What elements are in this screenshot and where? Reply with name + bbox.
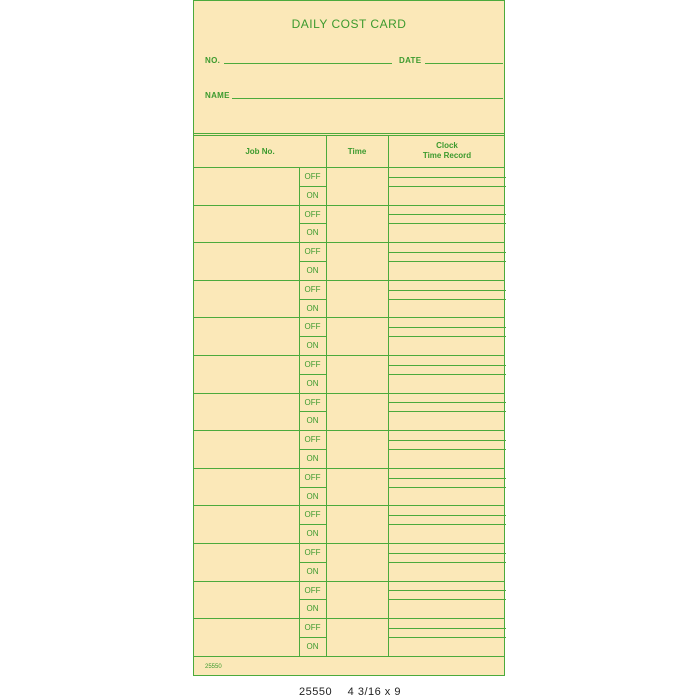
job-no-cell[interactable] [194, 205, 299, 243]
clock-mid-divider [388, 299, 506, 300]
job-no-cell[interactable] [194, 468, 299, 506]
time-cell[interactable] [326, 317, 388, 355]
clock-mid-divider [388, 487, 506, 488]
name-field-line[interactable] [232, 98, 503, 99]
clock-sub-line [388, 628, 506, 629]
job-no-cell[interactable] [194, 355, 299, 393]
caption-size: 4 3/16 x 9 [347, 686, 401, 698]
on-label: ON [306, 228, 319, 238]
clock-header-line1: Clock [436, 141, 458, 150]
product-caption [0, 686, 700, 698]
time-cell[interactable] [326, 468, 388, 506]
job-no-cell[interactable] [194, 242, 299, 280]
clock-header-line2: Time Record [422, 151, 472, 160]
clock-mid-divider [388, 186, 506, 187]
on-label: ON [306, 566, 319, 576]
time-cell[interactable] [326, 618, 388, 656]
form-number: 25550 [205, 664, 222, 670]
job-no-cell[interactable] [194, 430, 299, 468]
clock-sub-line [388, 290, 506, 291]
off-label: OFF [304, 397, 321, 407]
job-no-cell[interactable] [194, 167, 299, 205]
off-label: OFF [304, 360, 321, 369]
clock-sub-line [388, 177, 506, 178]
name-label: NAME [205, 91, 230, 100]
on-label: ON [306, 378, 319, 388]
clock-mid-divider [388, 449, 506, 450]
clock-mid-divider [388, 411, 506, 412]
card-title: DAILY COST CARD [291, 17, 407, 31]
clock-sub-line [388, 478, 506, 479]
clock-time-record-header [388, 141, 506, 161]
off-label: OFF [304, 322, 321, 332]
time-cell[interactable] [326, 205, 388, 243]
date-field-line[interactable] [425, 63, 503, 64]
clock-mid-divider [388, 374, 506, 375]
daily-cost-card [193, 0, 505, 676]
on-label: ON [306, 529, 319, 539]
clock-mid-divider [388, 524, 506, 525]
clock-sub-line [388, 252, 506, 253]
time-header: Time [347, 147, 367, 156]
job-no-cell[interactable] [194, 280, 299, 318]
on-label: ON [306, 341, 319, 351]
clock-mid-divider [388, 336, 506, 337]
on-label: ON [306, 416, 319, 426]
time-cell[interactable] [326, 355, 388, 393]
clock-sub-line [388, 214, 506, 215]
clock-sub-line [388, 553, 506, 554]
clock-sub-line [388, 515, 506, 516]
clock-sub-line [388, 590, 506, 591]
clock-mid-divider [388, 223, 506, 224]
time-cell[interactable] [326, 430, 388, 468]
job-no-cell[interactable] [194, 618, 299, 656]
off-label: OFF [304, 585, 321, 595]
clock-mid-divider [388, 261, 506, 262]
job-no-cell[interactable] [194, 505, 299, 543]
job-no-cell[interactable] [194, 581, 299, 619]
on-label: ON [306, 266, 319, 275]
off-label: OFF [304, 435, 321, 445]
off-label: OFF [304, 623, 321, 633]
clock-column-divider [388, 135, 389, 656]
on-label: ON [306, 303, 319, 313]
off-label: OFF [304, 209, 321, 219]
job-no-header: Job No. [245, 147, 275, 156]
caption-number: 25550 [299, 686, 333, 698]
grid-bottom-line [194, 656, 504, 657]
off-label: OFF [304, 548, 321, 557]
on-label: ON [306, 604, 319, 614]
job-no-cell[interactable] [194, 317, 299, 355]
off-label: OFF [304, 172, 321, 181]
time-cell[interactable] [326, 242, 388, 280]
off-label: OFF [304, 247, 321, 257]
clock-sub-line [388, 440, 506, 441]
clock-mid-divider [388, 562, 506, 563]
off-label: OFF [304, 284, 321, 294]
clock-sub-line [388, 365, 506, 366]
time-cell[interactable] [326, 280, 388, 318]
time-cell[interactable] [326, 393, 388, 431]
clock-sub-line [388, 402, 506, 403]
time-cell[interactable] [326, 581, 388, 619]
job-no-cell[interactable] [194, 393, 299, 431]
header-top-line-1 [194, 133, 504, 134]
on-label: ON [306, 642, 319, 651]
time-cell[interactable] [326, 167, 388, 205]
on-label: ON [306, 454, 319, 463]
clock-mid-divider [388, 599, 506, 600]
on-label: ON [306, 491, 319, 501]
off-label: OFF [304, 510, 321, 520]
off-label: OFF [304, 472, 321, 482]
clock-mid-divider [388, 637, 506, 638]
time-cell[interactable] [326, 505, 388, 543]
clock-sub-line [388, 327, 506, 328]
date-label: DATE [399, 56, 422, 65]
job-no-cell[interactable] [194, 543, 299, 581]
on-label: ON [306, 190, 319, 200]
no-field-line[interactable] [224, 63, 392, 64]
time-cell[interactable] [326, 543, 388, 581]
no-label: NO. [205, 56, 221, 65]
header-top-line-2 [194, 135, 504, 136]
